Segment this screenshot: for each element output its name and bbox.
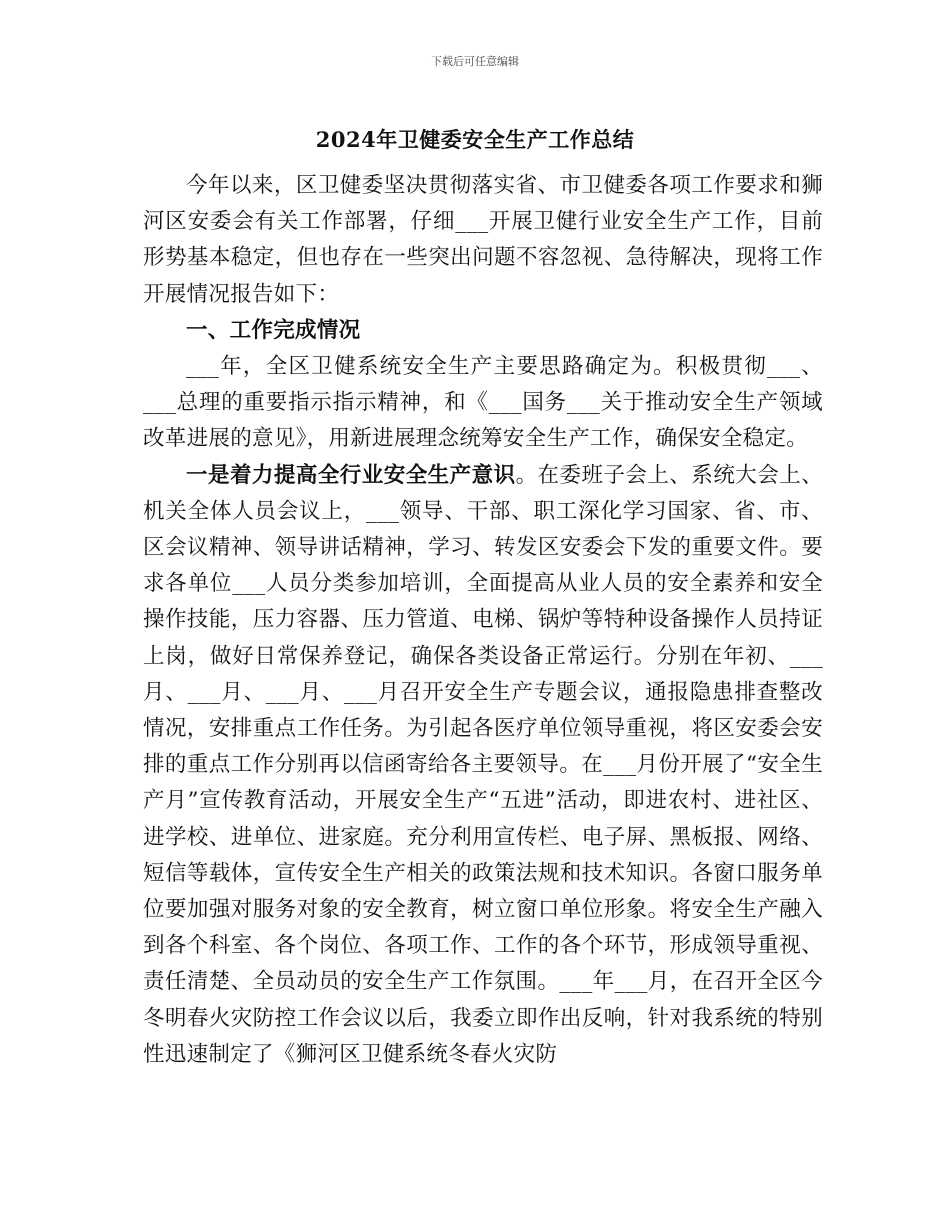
paragraph-2 [143,458,823,1073]
paragraph-2-lead: 一是着力提高全行业安全生产意识 [186,462,516,488]
paragraph-1: ___年，全区卫健系统安全生产主要思路确定为。积极贯彻___、___总理的重要指示指示精神，和《___国务___关于推动安全生产领域改革进展的意见》，用新进展理念统筹安全生产工作，确保安全稳定。 [143,354,823,452]
paragraph-2-body: 。在委班子会上、系统大会上、机关全体人员会议上，___领导、干部、职工深化学习国家、省、市、区会议精神、领导讲话精神，学习、转发区安委会下发的重要文件。要求各单位___人员分类参加培训，全面提高从业人员的安全素养和安全操作技能，压力容器、压力管道、电梯、锅炉等特种设备操作人员持证上岗，做好日常保养登记，确保各类设备正常运行。分别在年初、___月、___月、___月、___月召开安全生产专题会议，通报隐患排查整改情况，安排重点工作任务。为引起各医疗单位领导重视，将区安委会安排的重点工作分别再以信函寄给各主要领导。在___月份开展了“安全生产月”宣传教育活动，开展安全生产“五进”活动，即进农村、进社区、进学校、进单位、进家庭。充分利用宣传栏、电子屏、黑板报、网络、短信等载体，宣传安全生产相关的政策法规和技术知识。各窗口服务单位要加强对服务对象的安全教育，树立窗口单位形象。将安全生产融入到各个科室、各个岗位、各项工作、工作的各个环节，形成领导重视、责任清楚、全员动员的安全生产工作氛围。___年___月，在召开全区今冬明春火灾防控工作会议以后，我委立即作出反响，针对我系统的特别性迅速制定了《狮河区卫健系统冬春火灾防 [143,462,823,1067]
page-header-note: 下载后可任意编辑 [431,55,519,68]
intro-paragraph: 今年以来，区卫健委坚决贯彻落实省、市卫健委各项工作要求和狮河区安委会有关工作部署，仔细___开展卫健行业安全生产工作，目前形势基本稳定，但也存在一些突出问题不容忽视、急待解决，现将工作开展情况报告如下： [143,173,823,307]
document-title: 2024年卫健委安全生产工作总结 [315,127,635,152]
document-body [143,168,823,1073]
section-heading: 一、工作完成情况 [186,317,361,343]
